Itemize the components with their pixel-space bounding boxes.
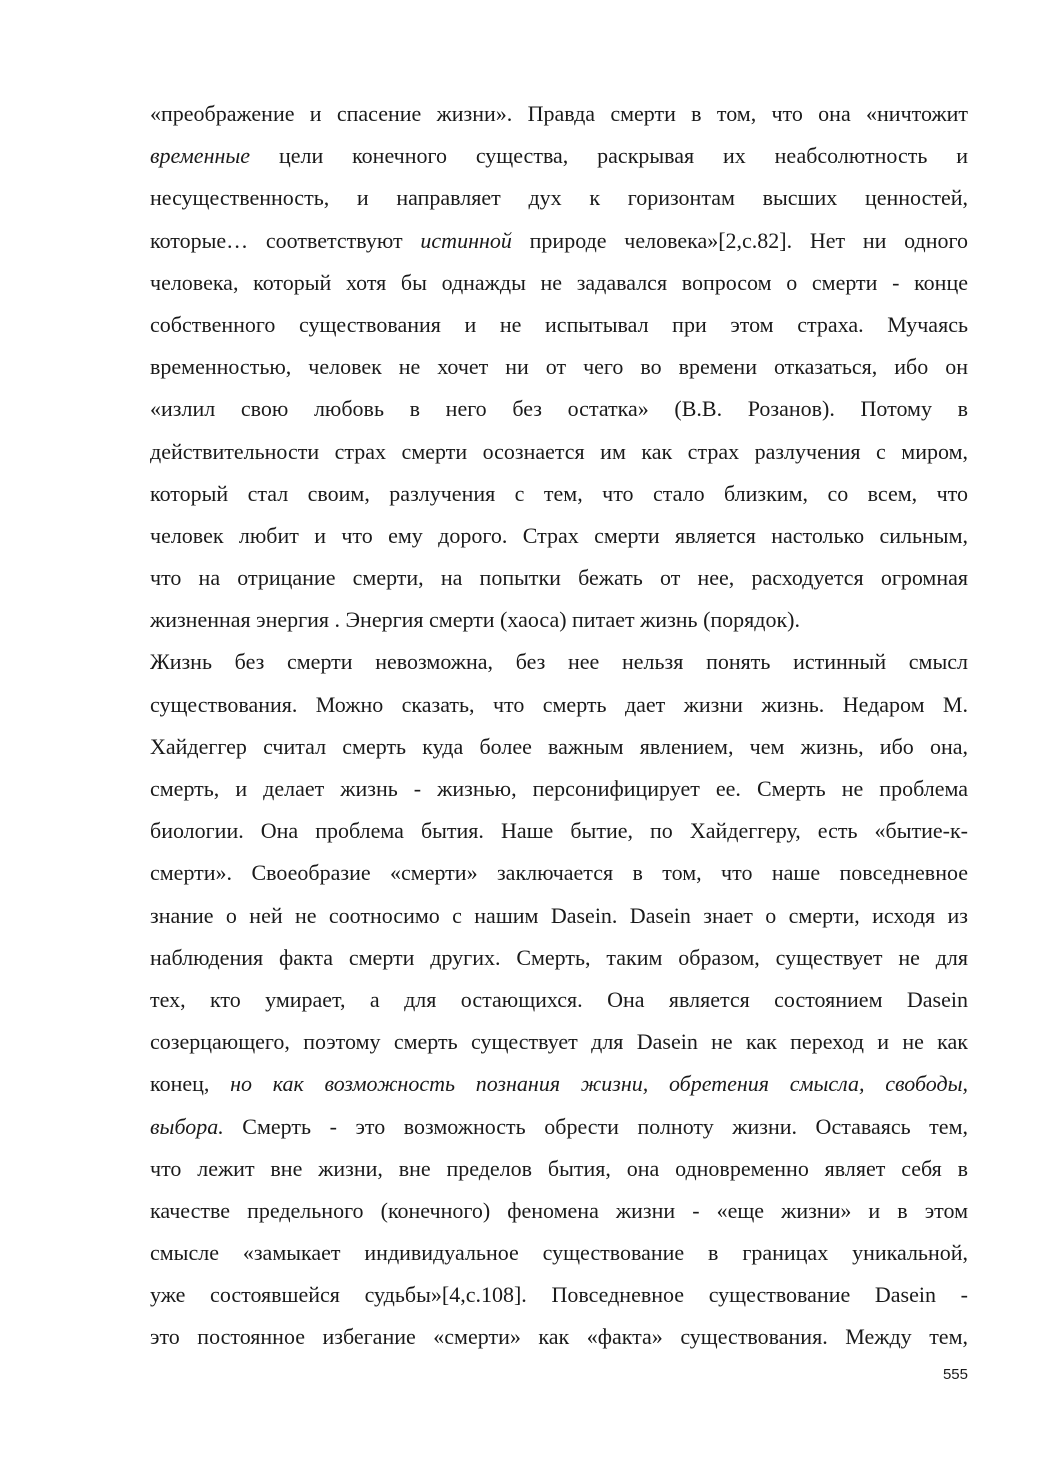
italic-text: но как возможность познания жизни, обретения смысла, свободы,: [230, 1071, 968, 1097]
text-line: [150, 979, 968, 1021]
text-segment: действительности страх смерти осознается им как страх разлучения с миром,: [150, 438, 968, 464]
text-line: [150, 177, 968, 219]
italic-text: истинной: [420, 227, 512, 253]
text-segment: созерцающего, поэтому смерть существует для Dasein не как переход и не как: [150, 1029, 968, 1055]
text-segment: цели конечного существа, раскрывая их неабсолютность и: [250, 143, 968, 169]
text-line: [150, 684, 968, 726]
text-segment: который стал своим, разлучения с тем, что стало близким, со всем, что: [150, 480, 968, 506]
text-segment: Жизнь без смерти невозможна, без нее нельзя понять истинный смысл: [150, 649, 968, 675]
text-line: [150, 641, 968, 683]
text-line: [150, 1021, 968, 1063]
text-segment: конец,: [150, 1071, 231, 1097]
text-segment: знание о ней не соотносимо с нашим Dasein. Dasein знает о смерти, исходя из: [150, 902, 968, 928]
text-segment: смерти». Своеобразие «смерти» заключается в том, что наше повседневное: [150, 860, 968, 886]
text-line: [150, 1274, 968, 1316]
text-segment: смысле «замыкает индивидуальное существование в границах уникальной,: [150, 1240, 968, 1266]
text-line: [150, 937, 968, 979]
text-segment: Хайдеггер считал смерть куда более важным явлением, чем жизнь, ибо она,: [150, 733, 968, 759]
text-segment: человека, который хотя бы однажды не задавался вопросом о смерти - конце: [150, 269, 968, 295]
text-segment: биологии. Она проблема бытия. Наше бытие, по Хайдеггеру, есть «бытие-к-: [150, 818, 968, 844]
text-line: [150, 557, 968, 599]
text-line: [150, 135, 968, 177]
text-line: [150, 599, 968, 641]
text-segment: Смерть - это возможность обрести полноту жизни. Оставаясь тем,: [223, 1113, 968, 1139]
text-segment: жизненная энергия . Энергия смерти (хаоса) питает жизнь (порядок).: [150, 607, 800, 633]
text-segment: существования. Можно сказать, что смерть дает жизни жизнь. Недаром М.: [150, 691, 968, 717]
text-segment: тех, кто умирает, а для остающихся. Она является состоянием Dasein: [150, 986, 968, 1012]
text-line: [150, 1148, 968, 1190]
text-line: [150, 726, 968, 768]
text-line: [150, 1063, 968, 1105]
text-line: [150, 431, 968, 473]
text-segment: собственного существования и не испытывал при этом страха. Мучаясь: [150, 311, 968, 337]
text-segment: что на отрицание смерти, на попытки бежать от нее, расходуется огромная: [150, 565, 968, 591]
page-number: 555: [942, 1366, 968, 1383]
text-line: [150, 1232, 968, 1274]
text-segment: уже состоявшейся судьбы»[4,с.108]. Повседневное существование Dasein -: [150, 1282, 968, 1308]
text-segment: которые… соответствуют: [150, 227, 421, 253]
text-segment: что лежит вне жизни, вне пределов бытия, она одновременно являет себя в: [150, 1155, 968, 1181]
text-line: [150, 473, 968, 515]
text-line: [150, 346, 968, 388]
body-text: [150, 93, 968, 1359]
text-line: [150, 810, 968, 852]
text-segment: смерть, и делает жизнь - жизнью, персонифицирует ее. Смерть не проблема: [150, 776, 968, 801]
text-segment: это постоянное избегание «смерти» как «факта» существования. Между тем,: [150, 1324, 968, 1350]
text-line: [150, 1316, 968, 1358]
text-segment: наблюдения факта смерти других. Смерть, таким образом, существует не для: [150, 944, 968, 970]
text-segment: природе человека»[2,с.82]. Нет ни одного: [511, 227, 968, 253]
italic-text: временные: [150, 143, 251, 169]
text-segment: человек любит и что ему дорого. Страх смерти является настолько сильным,: [150, 522, 968, 548]
text-line: [150, 852, 968, 894]
text-line: [150, 1190, 968, 1232]
text-segment: несущественность, и направляет дух к горизонтам высших ценностей,: [150, 185, 968, 211]
text-segment: качестве предельного (конечного) феномена жизни - «еще жизни» и в этом: [150, 1197, 968, 1223]
text-line: [150, 515, 968, 557]
text-line: [150, 220, 968, 262]
text-line: [150, 895, 968, 937]
text-segment: временностью, человек не хочет ни от чего во времени отказаться, ибо он: [150, 354, 968, 380]
text-line: [150, 768, 968, 810]
text-segment: «излил свою любовь в него без остатка» (В.В. Розанов). Потому в: [150, 396, 968, 422]
italic-text: выбора.: [150, 1113, 224, 1139]
text-line: [150, 93, 968, 135]
text-line: [150, 388, 968, 430]
text-line: [150, 304, 968, 346]
text-segment: «преображение и спасение жизни». Правда смерти в том, что она «ничтожит: [150, 101, 968, 126]
text-line: [150, 1106, 968, 1148]
text-line: [150, 262, 968, 304]
